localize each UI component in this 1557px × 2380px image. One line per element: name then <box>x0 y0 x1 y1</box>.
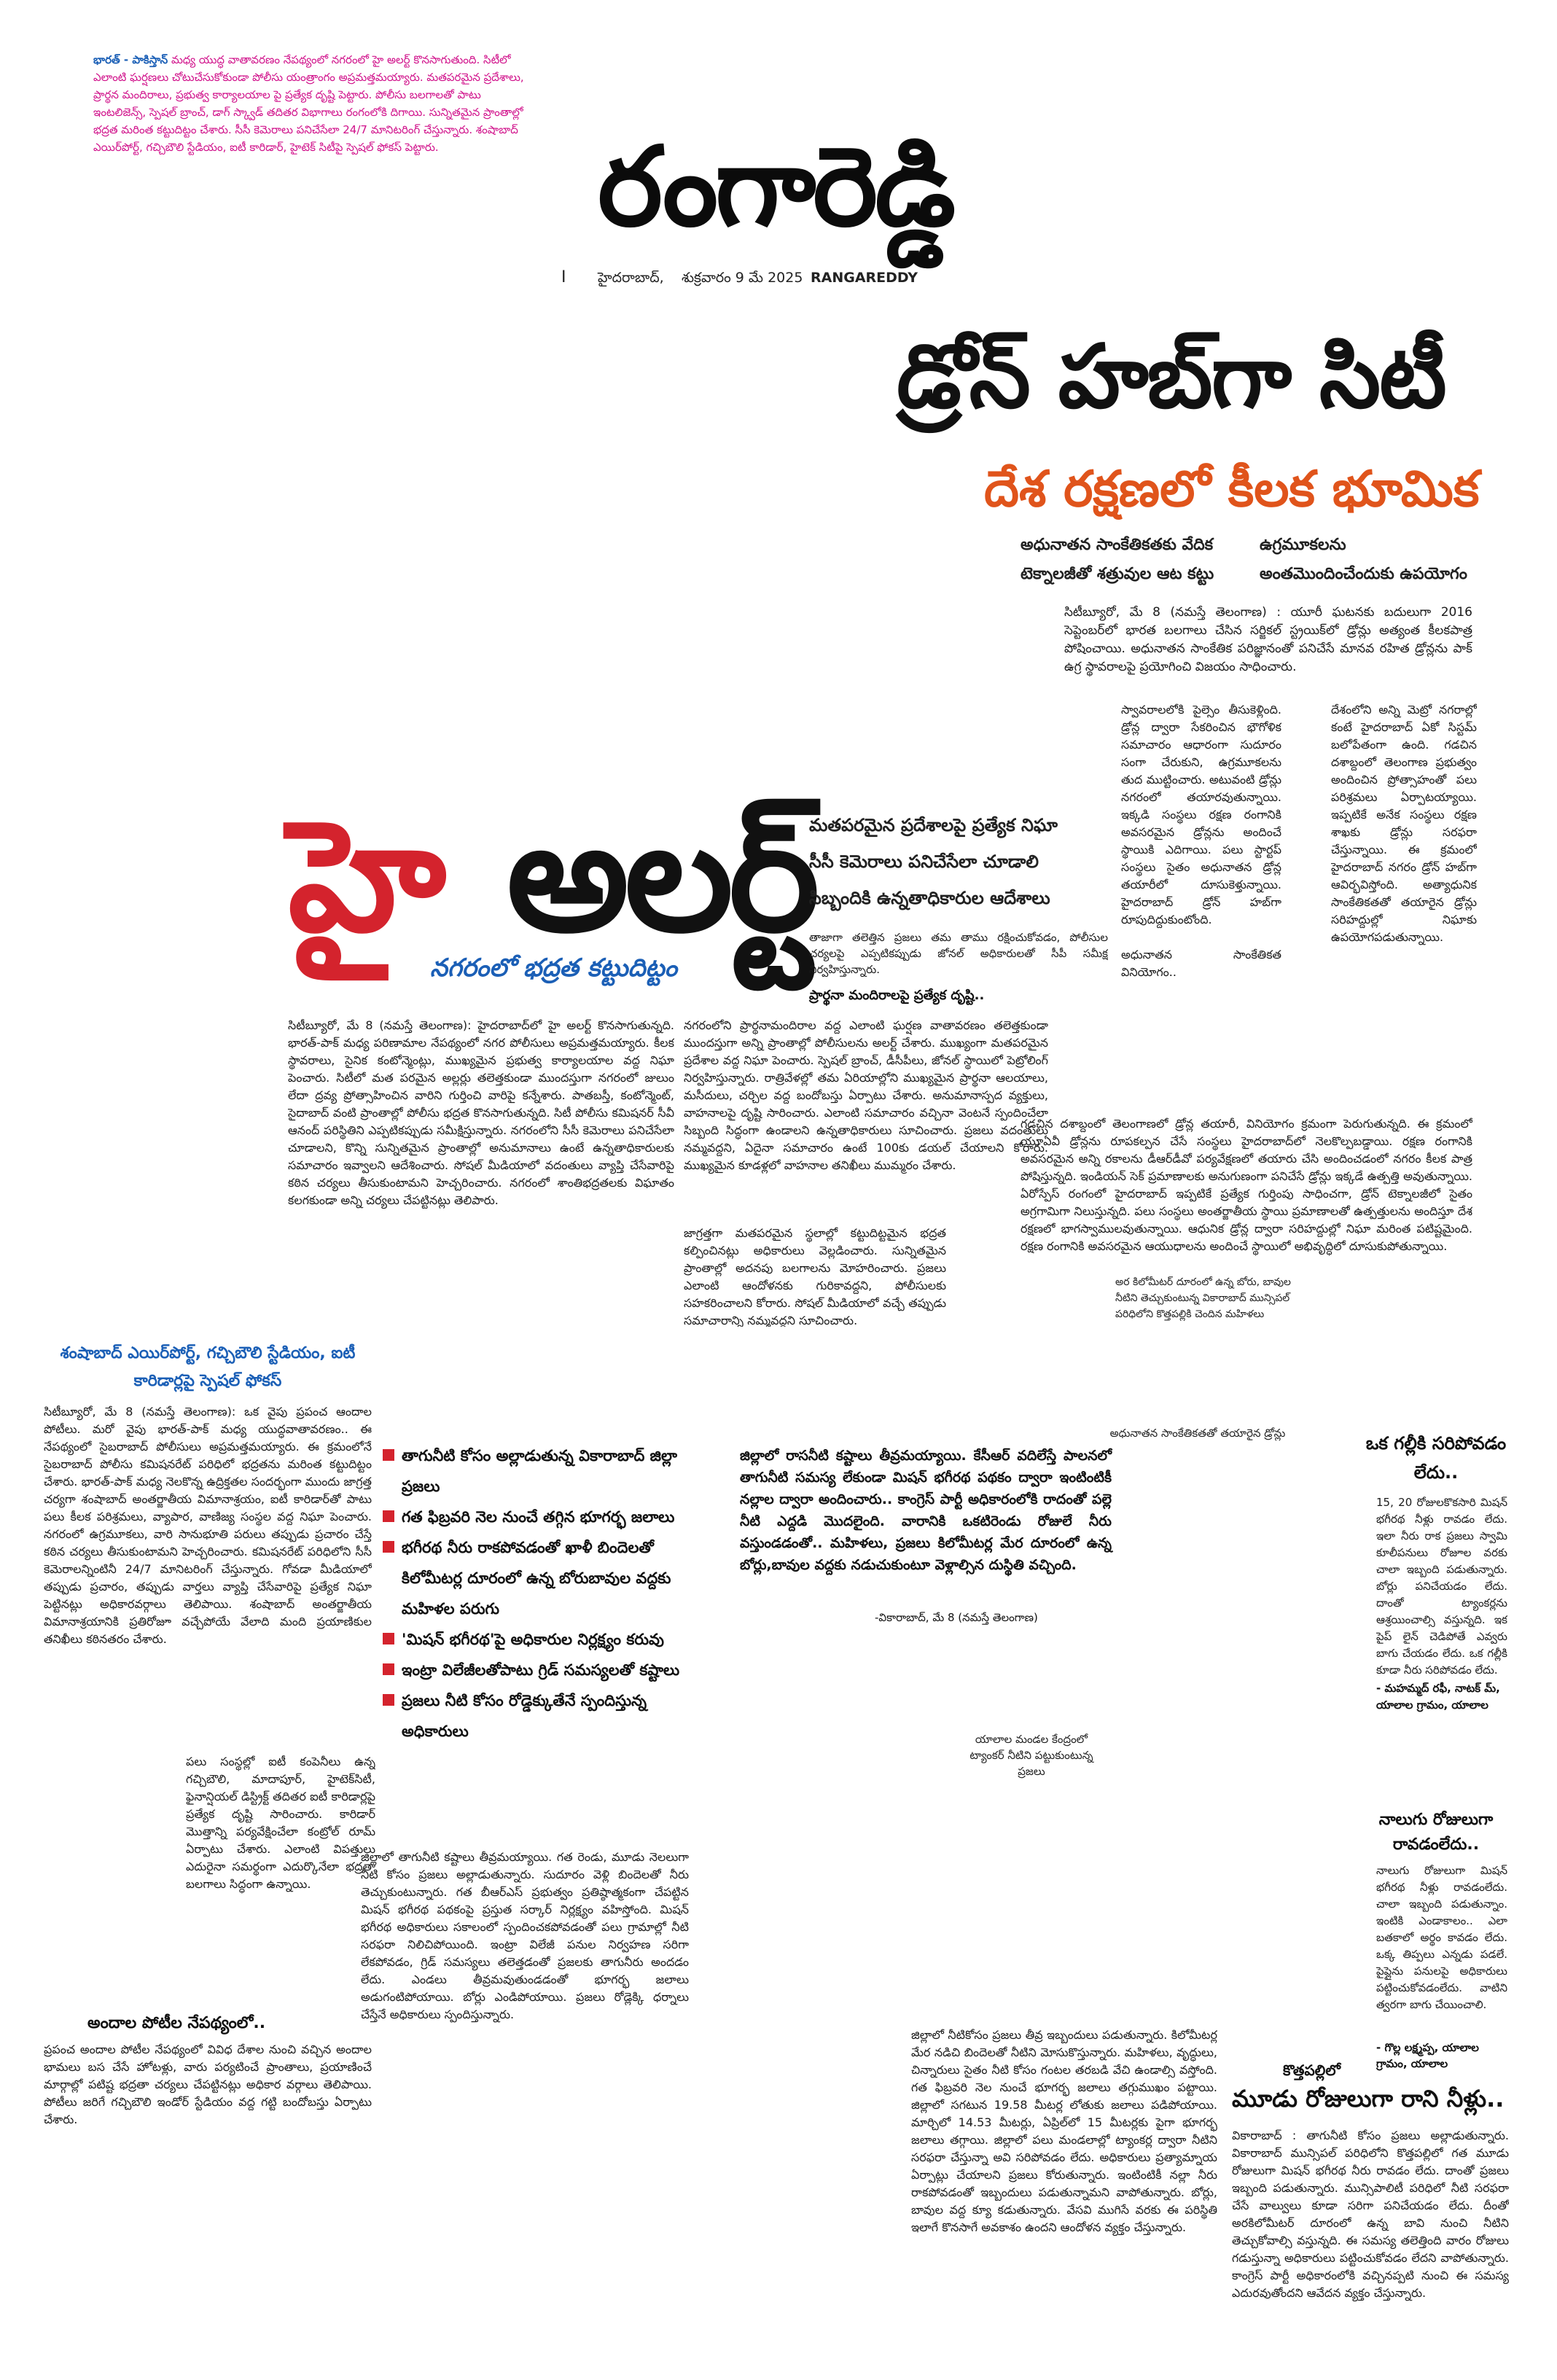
box1-headline: ఒక గల్లీకి సరిపోవడం లేదు.. <box>1365 1433 1507 1483</box>
alert-col-2: నగరంలోని ప్రార్థనామందిరాల వద్ద ఎలాంటి ఘర్షణ వాతావరణం తలెత్తకుండా ముందస్తుగా అన్ని ప్రాంతాల్లో పోలీసులను అలర్ట్ చేశారు. ముఖ్యంగా మతపరమైన ప్రదేశాల వద్ద నిఘా పెంచారు. స్పెషల్ బ్రాంచ్, డీసీపీలు, జోనల్ స్థాయిలో పెట్రోలింగ్ నిర్వహిస్తున్నారు. రాత్రివేళల్లో తమ ఏరియాల్లోని ముఖ్యమైన ప్రార్థనా ఆలయాలు, మసీదులు, చర్చిల వద్ద బందోబస్తు ఏర్పాటు చేశారు. అనుమానాస్పద వ్యక్తులు, వాహనాలపై దృష్టి సారించారు. ఎలాంటి సమాచారం వచ్చినా వెంటనే స్పందించేలా సిబ్బంది సిద్ధంగా ఉండాలని ఉన్నతాధికారులు సూచించారు. ప్రజలు వదంతులు నమ్మవద్దని, ఏదైనా సమాచారం ఉంటే 100కు డయల్ చేయాలని కోరారు. ముఖ్యమైన కూడళ్లలో వాహనాల తనిఖీలు ముమ్మరం చేశారు. <box>684 1018 1048 1172</box>
water-bullet: భగీరథ నీరు రాకపోవడంతో ఖాళీ బిందెలతో కిలోమీటర్ల దూరంలో ఉన్న బోరుబావుల వద్దకు మహిళల పరుగు <box>383 1532 696 1624</box>
drone-deck-1: అధునాతన సాంకేతికతకు వేదిక <box>1021 536 1214 554</box>
edition-label: RANGAREDDY <box>811 270 918 286</box>
water-bullet: ఇంట్రా విలేజీలతోపాటు గ్రిడ్ సమస్యలతో కష్టాలు <box>383 1655 696 1685</box>
box3-kicker: కొత్తపల్లిలో <box>1283 2061 1341 2079</box>
alert-side-bold: ప్రార్థనా మందిరాలపై ప్రత్యేక దృష్టి.. <box>809 988 985 1003</box>
box3-text: వికారాబాద్ : తాగునీటి కోసం ప్రజలు అల్లాడుతున్నారు. వికారాబాద్ మున్సిపల్ పరిధిలోని కొత్తపల్లిలో గత మూడు రోజులుగా మిషన్ భగీరథ నీరు రావడం లేదు. దాంతో ప్రజలు ఇబ్బంది పడుతున్నారు. మున్సిపాలిటీ పరిధిలో నీటి సరఫరా చేసే వాల్వులు కూడా సరిగా పనిచేయడం లేదు. దీంతో అరకిలోమీటర్ దూరంలో ఉన్న బావి నుంచి నీటిని తెచ్చుకోవాల్సి వస్తున్నది. ఈ సమస్య తలెత్తింది వారం రోజులు గడుస్తున్నా అధికారులు పట్టించుకోవడం లేదని వాపోతున్నారు. కాంగ్రెస్ పార్టీ అధికారంలోకి వచ్చినప్పటి నుంచి ఈ సమస్య ఎదురవుతోందని ఆవేదన వ్యక్తం చేస్తున్నారు. <box>1232 2129 1509 2300</box>
alert-subhead: నగరంలో భద్రత కట్టుదిట్టం <box>430 953 677 983</box>
drone-subhead: దేశ రక్షణలో కీలక భూమిక <box>984 461 1480 518</box>
water-bullets <box>383 1440 696 1747</box>
drone-deck-4: అంతమొందించేందుకు ఉపయోగం <box>1260 565 1467 583</box>
shamshabad-subtext: ప్రపంచ అందాల పోటీల నేపథ్యంలో వివిధ దేశాల నుంచి వచ్చిన అందాల భామలు బస చేసే హోటళ్లు, వారు పర్యటించే ప్రాంతాలు, ప్రయాణించే మార్గాల్లో పటిష్ట భద్రతా చర్యలు చేపట్టినట్లు అధికార వర్గాలు తెలిపాయి. పోటీలు జరిగే గచ్చిబౌలి ఇండోర్ స్టేడియం వద్ద గట్టి బందోబస్తు ఏర్పాటు చేశారు. <box>44 2042 372 2126</box>
water-bullet: ప్రజలు నీటి కోసం రోడ్డెక్కుతేనే స్పందిస్తున్న అధికారులు <box>383 1685 696 1747</box>
box3-headline: మూడు రోజులుగా రాని నీళ్లు.. <box>1232 2085 1505 2112</box>
drone-headline: డ్రోన్ హబ్‌గా సిటీ <box>897 327 1445 428</box>
box2-byline: - గొల్ల లక్ష్మప్ప, యాలాల గ్రామం, యాలాల <box>1376 2041 1479 2070</box>
water-col-mid: జిల్లాలో నీటికోసం ప్రజలు తీవ్ర ఇబ్బందులు పడుతున్నారు. కిలోమీటర్ల మేర నడిచి బిందెలతో నీటిని మోసుకొస్తున్నారు. మహిళలు, వృద్ధులు, చిన్నారులు సైతం నీటి కోసం గంటల తరబడి వేచి ఉండాల్సి వస్తోంది. గత ఫిబ్రవరి నెల నుంచే భూగర్భ జలాలు తగ్గుముఖం పట్టాయి. జిల్లాలో సగటున 19.58 మీటర్ల లోతుకు జలాలు పడిపోయాయి. మార్చిలో 14.53 మీటర్లు, ఏప్రిల్‌లో 15 మీటర్లకు పైగా భూగర్భ జలాలు తగ్గాయి. జిల్లాలో పలు మండలాల్లో ట్యాంకర్ల ద్వారా నీటిని సరఫరా చేస్తున్నా అవి సరిపోవడం లేదు. అధికారులు ప్రత్యామ్నాయ ఏర్పాట్లు చేయాలని ప్రజలు కోరుతున్నారు. ఇంటింటికీ నల్లా నీరు రాకపోవడంతో ఇబ్బందులు పడుతున్నామని వాపోతున్నారు. బోర్లు, బావుల వద్ద క్యూ కడుతున్నారు. వేసవి ముగిసే వరకు ఈ పరిస్థితి ఇలాగే కొనసాగే అవకాశం ఉందని ఆందోళన వ్యక్తం చేస్తున్నారు. <box>911 2028 1217 2234</box>
alert-headline-black: అలర్ట్ <box>507 787 816 966</box>
dateline-city: హైదరాబాద్, <box>598 270 664 286</box>
box1-text: 15, 20 రోజులకొకసారి మిషన్ భగీరథ నీళ్లు రావడం లేదు. ఇలా నీరు రాక ప్రజలు స్వామి కూలీపనులు రోజూల వరకు చాలా ఇబ్బంది పడుతున్నారు. బోర్లు పనిచేయడం లేదు. దాంతో ట్యాంకర్లను ఆశ్రయించాల్సి వస్తున్నది. ఇక పైప్ లైన్ చెడిపోతే ఎవ్వరు బాగు చేయడం లేదు. ఒక గల్లీకి కూడా నీరు సరిపోవడం లేదు. <box>1376 1496 1507 1677</box>
alert-side-text: తాజాగా తలెత్తిన ప్రజలు తమ తాము రక్షించుకోవడం, పోలీసుల చర్యలపై ఎప్పటికప్పుడు జోనల్ అధికారులతో సీపీ సమీక్ష నిర్వహిస్తున్నారు. <box>809 931 1108 976</box>
water-quote: జిల్లాలో రాసనీటి కష్టాలు తీవ్రమయ్యాయి. కేసీఆర్ వదిలేస్తే పాలనలో తాగునీటి సమస్య లేకుండా మిషన్ భగీరథ పథకం ద్వారా ఇంటింటికీ నల్లాల ద్వారా అందించారు.. కాంగ్రెస్ పార్టీ అధికారంలోకి రాదంతో పల్లె నీటి ఎద్దడి మొదలైంది. వారానికి ఒకటిరెండు రోజులే నీరు వస్తుండడంతో.. మహిళలు, ప్రజలు కిలోమీటర్ల మేర దూరంలో ఉన్న బోర్లు,బావుల వద్దకు నడుచుకుంటూ వెళ్లాల్సిన దుస్థితి వచ్చింది. <box>740 1448 1112 1573</box>
drone-deck-3: ఉగ్రమూకలను <box>1260 536 1346 554</box>
box2-text: నాలుగు రోజులుగా మిషన్ భగీరథ నీళ్లు రావడంలేదు. చాలా ఇబ్బంది పడుతున్నాం. ఇంటికి ఎండాకాలం.. ఎలా బతకాలో అర్థం కావడం లేదు. ఒక్క తిప్పలు ఎన్నడు పడలే. పైప్లైను పనులపై అధికారులు పట్టించుకోవడంలేదు. వాటిని త్వరగా బాగు చేయించాలి. <box>1376 1864 1507 2011</box>
teaser-text: మధ్య యుద్ధ వాతావరణం నేపథ్యంలో నగరంలో హై అలర్ట్ కొనసాగుతుంది. సిటీలో ఎలాంటి ఘర్షణలు చోటుచేసుకోకుండా పోలీసు యంత్రాంగం అప్రమత్తమయ్యారు. మతపరమైన ప్రదేశాలు, ప్రార్థన మందిరాలు, ప్రభుత్వ కార్యాలయాల పై ప్రత్యేక దృష్టి పెట్టారు. పోలీసు బలగాలతో పాటు ఇంటలిజెన్స్, స్పెషల్ బ్రాంచ్, డాగ్ స్క్వాడ్ తదితర విభాగాలు రంగంలోకి దిగాయి. సున్నితమైన ప్రాంతాల్లో భద్రత మరింత కట్టుదిట్టం చేశారు. సీసీ కెమెరాలు పనిచేసేలా 24/7 మానిటరింగ్ చేస్తున్నారు. శంషాబాద్ ఎయిర్‌పోర్ట్, గచ్చిబౌలి స్టేడియం, ఐటీ కారిడార్, హైటెక్ సిటీపై స్పెషల్ ఫోకస్ పెట్టారు. <box>93 53 524 154</box>
alert-col-1: సిటీబ్యూరో, మే 8 (నమస్తే తెలంగాణ): హైదరాబాద్‌లో హై అలర్ట్ కొనసాగుతున్నది. భారత్-పాక్ మధ్య పరిణామాల నేపథ్యంలో నగర పోలీసులు అప్రమత్తమయ్యారు. కీలక స్థావరాలు, సైనిక కంటోన్మెంట్లు, ముఖ్యమైన ప్రభుత్వ కార్యాలయాల వద్ద నిఘా పెంచారు. సిటీలో మత పరమైన అల్లర్లు తలెత్తకుండా ముందస్తుగా నగరంలో జులుం లేదా ద్రవ్య ప్రోత్సాహించిన వారిని గుర్తించి వారిపై కన్నేశారు. పాతబస్తీ, కంటోన్మెంట్, సైదాబాద్ వంటి ప్రాంతాల్లో పోలీసు భద్రత కొనసాగుతున్నది. సిటీ పోలీసు కమిషనర్ సీవీ ఆనంద్ పరిస్థితిని ఎప్పటికప్పుడు సమీక్షిస్తున్నారు. నగరంలోని సీసీ కెమెరాలు పనిచేసేలా చూడాలని, కొన్ని సున్నితమైన ప్రాంతాల్లో అనుమానాలు ఉంటే ఉన్నతాధికారులకు సమాచారం ఇవ్వాలని ఆదేశించారు. సోషల్ మీడియాలో వదంతులు వ్యాప్తి చేసేవారిపై కఠిన చర్యలు తీసుకుంటామని హెచ్చరించారు. నగరంలో శాంతిభద్రతలకు విఘాతం కలగకుండా అన్ని చర్యలు చేపట్టినట్లు తెలిపారు. <box>288 1018 674 1207</box>
water-col-left: జిల్లాలో తాగునీటి కష్టాలు తీవ్రమయ్యాయి. గత రెండు, మూడు నెలలుగా నీటి కోసం ప్రజలు అల్లాడుతున్నారు. సుదూరం వెళ్లి బిందెలతో నీరు తెచ్చుకుంటున్నారు. గత బీఆర్ఎస్ ప్రభుత్వం ప్రతిష్ఠాత్మకంగా చేపట్టిన మిషన్ భగీరథ పథకంపై ప్రస్తుత సర్కార్ నిర్లక్ష్యం వహిస్తోంది. మిషన్ భగీరథ అధికారులు సకాలంలో స్పందించకపోవడంతో పలు గ్రామాల్లో నీటి సరఫరా నిలిచిపోయింది. ఇంట్రా విలేజీ పనుల నిర్వహణ సరిగా లేకపోవడం, గ్రిడ్ సమస్యలు తలెత్తడంతో ప్రజలకు తాగునీరు అందడం లేదు. ఎండలు తీవ్రమవుతుండడంతో భూగర్భ జలాలు అడుగంటిపోయాయి. బోర్లు ఎండిపోయాయి. ప్రజలు రోడ్లెక్కి ధర్నాలు చేస్తేనే అధికారులు స్పందిస్తున్నారు. <box>361 1850 689 2021</box>
drone-col-b: దేశంలోని అన్ని మెట్రో నగరాల్లో కంటే హైదరాబాద్ ఏకో సిస్టమ్ బలోపేతంగా ఉంది. గడచిన దశాబ్దంలో తెలంగాణ ప్రభుత్వం అందించిన ప్రోత్సాహంతో పలు పరిశ్రమలు ఏర్పాటయ్యాయి. ఇప్పటికే అనేక సంస్థలు రక్షణ శాఖకు డ్రోన్లు సరఫరా చేస్తున్నాయి. ఈ క్రమంలో హైదరాబాద్ నగరం డ్రోన్ హబ్‌గా ఆవిర్భవిస్తోంది. అత్యాధునిక సాంకేతికతతో తయారైన డ్రోన్లు సరిహద్దుల్లో నిఘాకు ఉపయోగపడుతున్నాయి. <box>1331 703 1477 944</box>
alert-side-sub-1: మతపరమైన ప్రదేశాలపై ప్రత్యేక నిఘా <box>809 815 1058 835</box>
box2-headline: నాలుగు రోజులుగా రావడంలేదు.. <box>1378 1811 1494 1854</box>
box1-byline: - మహమ్మద్ రఫీ, నాటక్ మ్, యాలాల గ్రామం, యాలాల <box>1376 1682 1500 1712</box>
alert-headline-red: హై <box>288 787 446 966</box>
drone-intro: సిటీబ్యూరో, మే 8 (నమస్తే తెలంగాణ) : యూరీ ఘటనకు బదులుగా 2016 సెప్టెంబర్‌లో భారత బలగాలు చేసిన సర్జికల్ స్ట్రయిక్‌లో డ్రోన్లు అత్యంత కీలకపాత్ర పోషించాయి. అధునాతన సాంకేతిక పరిజ్ఞానంతో పనిచేసే మానవ రహిత డ్రోన్లను పాక్ ఉగ్ర స్థావరాలపై ప్రయోగించి విజయం సాధించారు. <box>1064 605 1472 674</box>
dateline-date: శుక్రవారం 9 మే 2025 <box>682 270 803 286</box>
masthead-title: రంగారెడ్డి <box>598 124 953 251</box>
alert-side-sub-3: సిబ్బందికి ఉన్నతాధికారుల ఆదేశాలు <box>809 888 1050 908</box>
water-bullet: గత ఫిబ్రవరి నెల నుంచే తగ్గిన భూగర్భ జలాలు <box>383 1502 696 1532</box>
drone-caption: అధునాతన సాంకేతికతతో తయారైన డ్రోన్లు <box>1109 1427 1286 1440</box>
teaser-lead: భారత్ - పాకిస్తాన్ <box>93 53 168 66</box>
drone-col-a: స్వావరాలలోకి పైల్సెం తీసుకెళ్లింది. డ్రోన్ల ద్వారా సేకరించిన భౌగోళిక సమాచారం ఆధారంగా సుదూరం సంగా చేరుకుని, ఉగ్రమూకలను తుద ముట్టించారు. అటువంటి డ్రోన్లు నగరంలో తయారవుతున్నాయి. ఇక్కడి సంస్థలు రక్షణ రంగానికి అవసరమైన డ్రోన్లను అందించే స్థాయికి ఎదిగాయి. పలు స్టార్టప్ సంస్థలు సైతం అధునాతన డ్రోన్ల తయారీలో దూసుకెళ్తున్నాయి. హైదరాబాద్ డ్రోన్ హబ్‌గా రూపుదిద్దుకుంటోంది. అధునాతన సాంకేతికత వినియోగం.. <box>1121 703 1281 979</box>
water-caption-mid: యాలాల మండల కేంద్రంలో ట్యాంకర్ నీటిని పట్టుకుంటున్న ప్రజలు <box>969 1733 1093 1778</box>
page-marker: I <box>561 268 566 286</box>
water-byline: -వికారాబాద్, మే 8 (నమస్తే తెలంగాణ) <box>875 1611 1038 1624</box>
alert-side-sub-2: సీసీ కెమెరాలు పనిచేసేలా చూడాలి <box>809 851 1039 872</box>
front-teaser <box>93 51 531 156</box>
drone-deck-2: టెక్నాలజీతో శత్రువుల ఆట కట్టు <box>1021 565 1214 583</box>
drone-col-c: గడచిన దశాబ్దంలో తెలంగాణలో డ్రోన్ల తయారీ, వినియోగం క్రమంగా పెరుగుతున్నది. ఈ క్రమంలో యూఏవీ డ్రోన్లను రూపకల్పన చేసే సంస్థలు హైదరాబాద్‌లో నెలకొల్పబడ్డాయి. రక్షణ రంగానికి అవసరమైన అన్ని రకాలను డీఆర్‌డీవో పర్యవేక్షణలో తయారు చేసి అందించడంలో నగరం కీలక పాత్ర పోషిస్తున్నది. ఇండియన్ సెక్ ప్రమాణాలకు అనుగుణంగా పనిచేసే డ్రోన్లు ఇక్కడే ఉత్పత్తి అవుతున్నాయి. ఏరోస్పేస్ రంగంలో హైదరాబాద్ ఇప్పటికే ప్రత్యేక గుర్తింపు సాధించగా, డ్రోన్ టెక్నాలజీలో సైతం అగ్రగామిగా నిలుస్తున్నది. పలు సంస్థలు అంతర్జాతీయ స్థాయి ప్రమాణాలతో ఉత్పత్తులను అందిస్తూ దేశ రక్షణలో భాగస్వాములవుతున్నాయి. ఆధునిక డ్రోన్ల ద్వారా సరిహద్దుల్లో నిఘా మరింత పటిష్టమైంది. రక్షణ రంగానికి అవసరమైన ఆయుధాలను అందించే స్థాయిలో అభివృద్ధిలో దూసుకుపోతున్నాయి. <box>1021 1117 1472 1253</box>
shamshabad-subhead: అందాల పోటీల నేపథ్యంలో.. <box>87 2014 266 2032</box>
water-bullet: తాగునీటి కోసం అల్లాడుతున్న వికారాబాద్ జిల్లా ప్రజలు <box>383 1440 696 1502</box>
shamshabad-text: సిటీబ్యూరో, మే 8 (నమస్తే తెలంగాణ): ఒక వైపు ప్రపంచ ఆందాల పోటీలు. మరో వైపు భారత్-పాక్ మధ్య యుద్ధవాతావరణం.. ఈ నేపథ్యంలో సైబరాబాద్ పోలీసులు అప్రమత్తమయ్యారు. ఈ క్రమంలోనే సైబరాబాద్ పోలీసు కమిషనరేట్ పరిధిలో భద్రతను మరింత కట్టుదిట్టం చేశారు. భారత్-పాక్ మధ్య నెలకొన్న ఉద్రిక్తతల సందర్భంగా ముందు జాగ్రత్త చర్యగా శంషాబాద్ అంతర్జాతీయ విమానాశ్రయం, ఐటీ కారిడార్‌తో పాటు పలు కీలక పరిశ్రమలు, వ్యాపార, వాణిజ్య సంస్థల వద్ద నిఘా పెంచారు. నగరంలో ఉగ్రమూకలు, వారి సానుభూతి పరులు తప్పుడు ప్రచారం చేస్తే కఠిన చర్యలు తీసుకుంటామని హెచ్చరించారు. కమిషనరేట్ పరిధిలోని సీసీ కెమెరాలన్నింటినీ 24/7 మానిటరింగ్ చేస్తున్నారు. గోవడా మీడియాలో తప్పుడు ప్రచారం, తప్పుడు వార్తలు వ్యాప్తి చేసేవారిపై ప్రత్యేక నిఘా పెట్టినట్లు అధికారవర్గాలు తెలిపాయి. శంషాబాద్ అంతర్జాతీయ విమానాశ్రయానికి ప్రతిరోజూ వచ్చేపోయే వేలాది మంది ప్రయాణికుల తనిఖీలు కఠినతరం చేశారు. <box>44 1405 372 1646</box>
water-bullet: 'మిషన్ భగీరథ'పై అధికారుల నిర్లక్ష్యం కరువు <box>383 1624 696 1655</box>
alert-col-3: జాగ్రత్తగా మతపరమైన స్థలాల్లో కట్టుదిట్టమైన భద్రత కల్పించినట్లు అధికారులు వెల్లడించారు. సున్నితమైన ప్రాంతాల్లో అదనపు బలగాలను మోహరించారు. ప్రజలు ఎలాంటి ఆందోళనకు గురికావద్దని, పోలీసులకు సహకరించాలని కోరారు. సోషల్ మీడియాలో వచ్చే తప్పుడు సమాచారాన్ని నమ్మవద్దని సూచించారు. <box>684 1226 946 1327</box>
shamshabad-col-b: పలు సంస్థల్లో ఐటీ కంపెనీలు ఉన్న గచ్చిబౌలి, మాదాపూర్, హైటెక్‌సిటీ, ఫైనాన్షియల్ డిస్ట్రిక్ట్ తదితర ఐటీ కారిడార్లపై ప్రత్యేక దృష్టి సారించారు. కారిడార్ మొత్తాన్ని పర్యవేక్షించేలా కంట్రోల్ రూమ్ ఏర్పాటు చేశారు. ఎలాంటి విపత్తులు ఎదురైనా సమర్థంగా ఎదుర్కొనేలా భద్రతా బలగాలు సిద్ధంగా ఉన్నాయి. <box>186 1755 375 1891</box>
water-caption-top: అర కిలోమీటర్ దూరంలో ఉన్న బోరు, బావుల నీటిని తెచ్చుకుంటున్న వికారాబాద్ మున్సిపల్ పరిధిలోని కొత్తపల్లికి చెందిన మహిళలు <box>1115 1276 1291 1320</box>
shamshabad-headline: శంషాబాద్ ఎయిర్‌పోర్ట్, గచ్చిబౌలి స్టేడియం, ఐటీ కారిడార్లపై స్పెషల్ ఫోకస్ <box>60 1344 356 1390</box>
